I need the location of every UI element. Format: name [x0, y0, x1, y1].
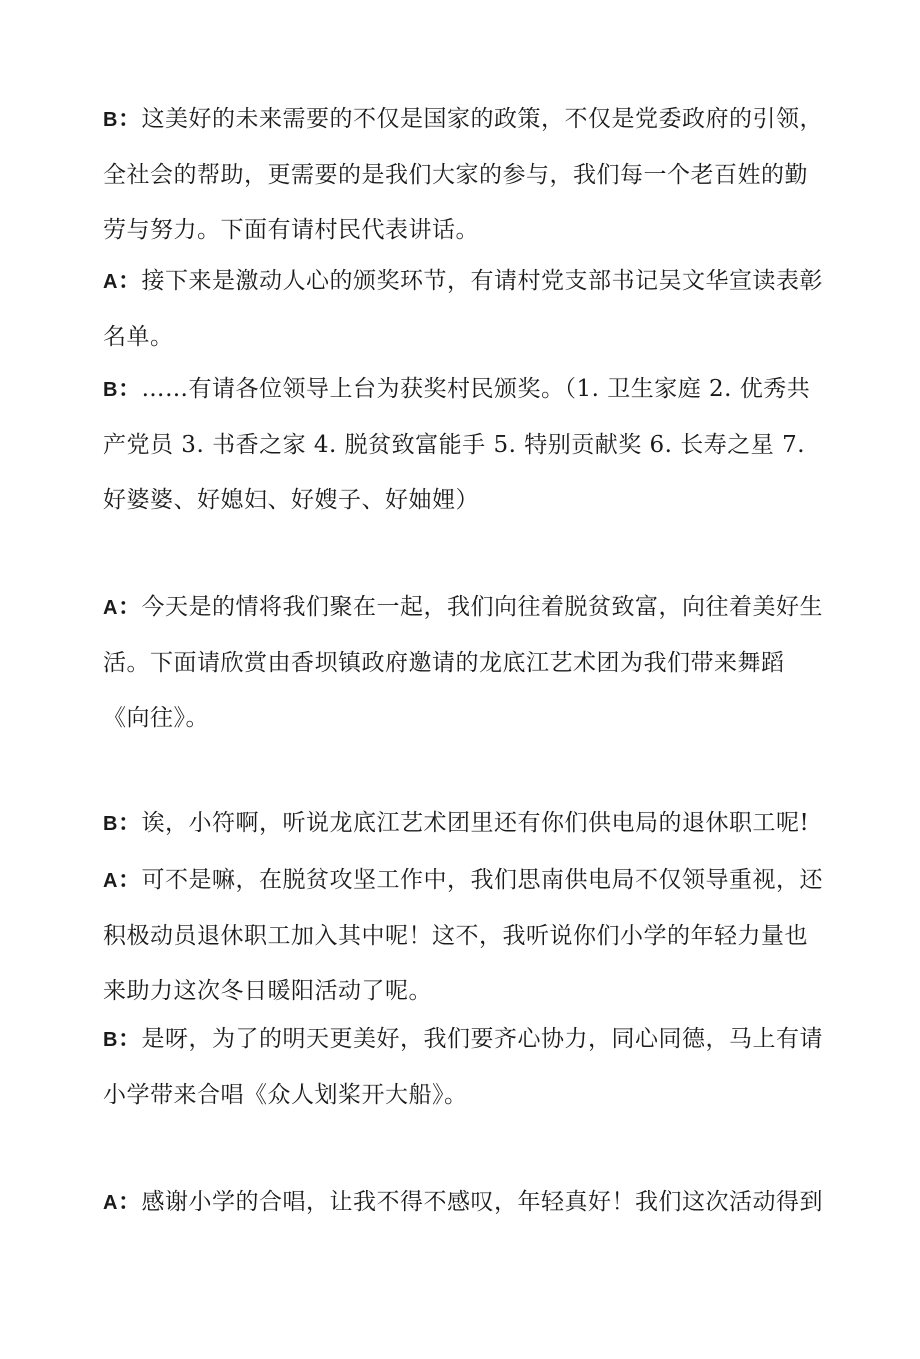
paragraph-text: 感谢小学的合唱，让我不得不感叹，年轻真好！我们这次活动得到	[141, 1189, 823, 1215]
paragraph-text: 这美好的未来需要的不仅是国家的政策，不仅是党委政府的引领，全社会的帮助，更需要的是我们大家的参与，我们每一个老百姓的勤劳与努力。下面有请村民代表讲话。	[103, 106, 823, 243]
speaker-separator: ：	[117, 267, 142, 293]
speaker-separator: ：	[117, 593, 142, 619]
paragraph-3	[103, 361, 823, 528]
paragraph-2	[103, 253, 823, 365]
speaker-separator: ：	[117, 1188, 142, 1214]
paragraph-text: ……有请各位领导上台为获奖村民颁奖。（1. 卫生家庭 2. 优秀共产党员 3. 书香之家 4. 脱贫致富能手 5. 特别贡献奖 6. 长寿之星 7. 好婆婆、好媳妇、好嫂子、好妯娌）	[103, 376, 811, 513]
paragraph-4	[103, 579, 823, 746]
speaker-separator: ：	[117, 375, 142, 401]
speaker-label: B	[103, 813, 118, 835]
speaker-label: B	[103, 379, 118, 401]
speaker-separator: ：	[117, 105, 142, 131]
speaker-separator: ：	[117, 1025, 142, 1051]
speaker-label: B	[103, 109, 118, 131]
speaker-separator: ：	[117, 809, 142, 835]
speaker-label: B	[103, 1029, 118, 1051]
paragraph-text: 今天是的情将我们聚在一起，我们向往着脱贫致富，向往着美好生活。下面请欣赏由香坝镇政府邀请的龙底江艺术团为我们带来舞蹈《向往》。	[103, 594, 823, 731]
speaker-label: A	[103, 271, 118, 293]
paragraph-text: 接下来是激动人心的颁奖环节，有请村党支部书记吴文华宣读表彰名单。	[103, 268, 823, 350]
paragraph-text: 诶，小符啊，听说龙底江艺术团里还有你们供电局的退休职工呢!	[141, 810, 810, 836]
paragraph-6	[103, 1011, 823, 1123]
paragraph-1	[103, 91, 823, 258]
speaker-label: A	[103, 597, 118, 619]
speaker-label: A	[103, 1192, 118, 1214]
paragraph-text: 是呀，为了的明天更美好，我们要齐心协力，同心同德，马上有请小学带来合唱《众人划桨开大船》。	[103, 1026, 823, 1108]
speaker-separator-2: ：	[117, 866, 142, 892]
paragraph-7	[103, 1174, 823, 1231]
speaker-label-2: A	[103, 870, 118, 892]
paragraph-5	[103, 795, 823, 1019]
paragraph-text-2: 可不是嘛，在脱贫攻坚工作中，我们思南供电局不仅领导重视，还积极动员退休职工加入其中呢！这不，我听说你们小学的年轻力量也来助力这次冬日暖阳活动了呢。	[103, 867, 823, 1004]
